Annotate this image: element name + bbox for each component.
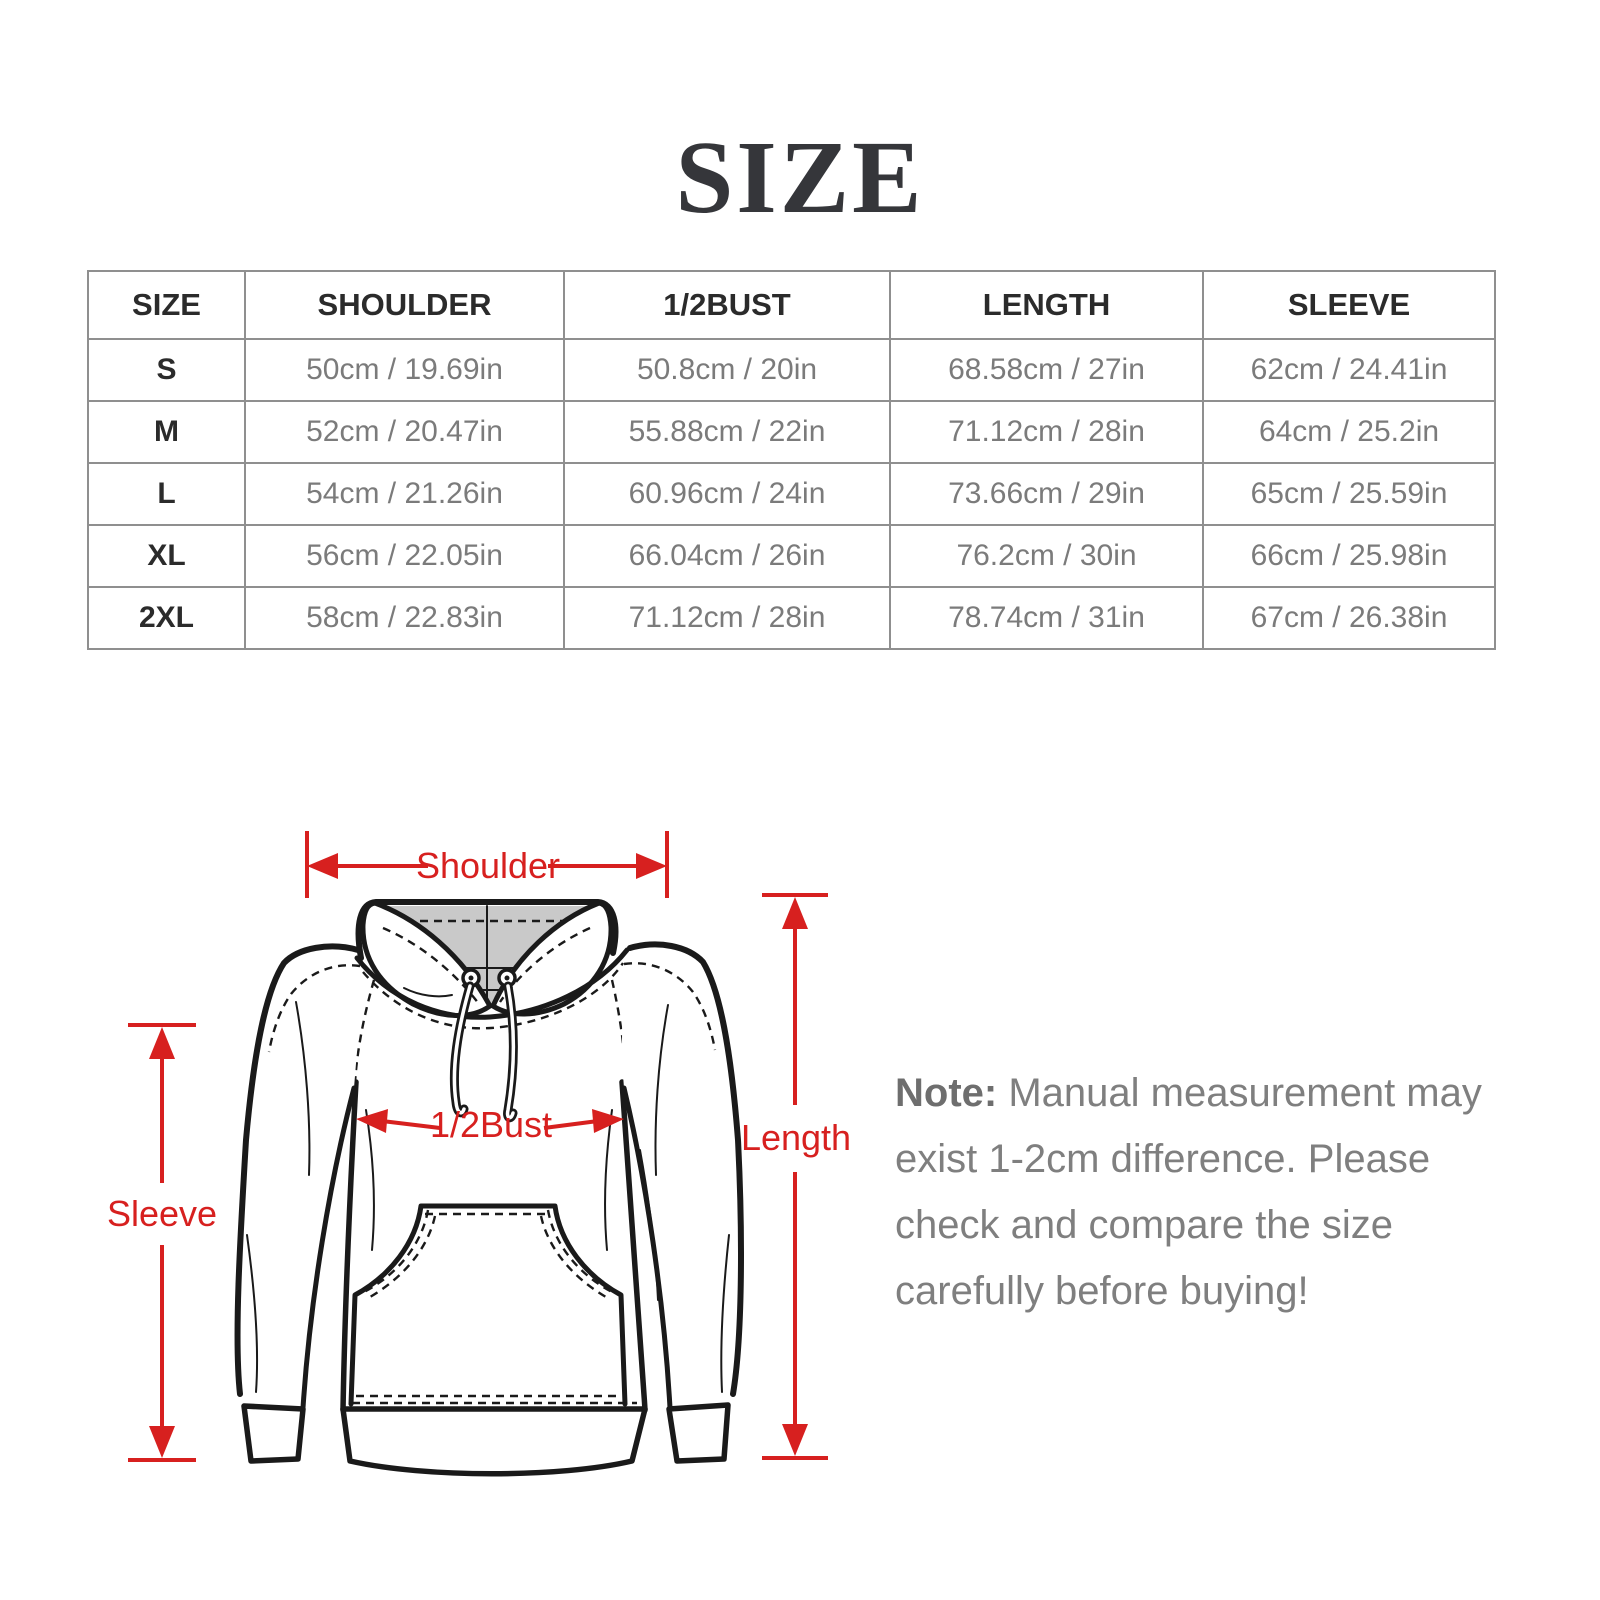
cell-sleeve: 64cm / 25.2in — [1203, 401, 1495, 463]
cell-size: M — [88, 401, 245, 463]
note-body: Manual measurement may exist 1-2cm difference. Please check and compare the size carefully before buying! — [895, 1071, 1482, 1313]
col-header-size: SIZE — [88, 271, 245, 339]
cell-shoulder: 50cm / 19.69in — [245, 339, 564, 401]
table-row-2xl — [88, 587, 1495, 649]
hoodie-illustration — [238, 902, 741, 1474]
cell-shoulder: 52cm / 20.47in — [245, 401, 564, 463]
cell-shoulder: 58cm / 22.83in — [245, 587, 564, 649]
shoulder-arrowhead-right — [636, 853, 667, 879]
cell-size: XL — [88, 525, 245, 587]
col-header-sleeve: SLEEVE — [1203, 271, 1495, 339]
right-cuff — [669, 1405, 728, 1461]
length-label: Length — [740, 1117, 852, 1158]
cell-sleeve: 65cm / 25.59in — [1203, 463, 1495, 525]
size-table — [87, 270, 1496, 650]
cell-sleeve: 67cm / 26.38in — [1203, 587, 1495, 649]
shoulder-arrowhead-left — [307, 853, 338, 879]
col-header-length: LENGTH — [890, 271, 1203, 339]
length-arrowhead-top — [782, 897, 808, 929]
size-table-header-row — [88, 271, 1495, 339]
sleeve-arrowhead-bottom — [149, 1426, 175, 1458]
right-eyelet-hole — [505, 976, 510, 981]
cell-size: 2XL — [88, 587, 245, 649]
shoulder-label: Shoulder — [415, 845, 561, 886]
table-row-l — [88, 463, 1495, 525]
note-label: Note: — [895, 1071, 998, 1115]
cell-halfbust: 50.8cm / 20in — [564, 339, 890, 401]
cell-size: S — [88, 339, 245, 401]
table-row-m — [88, 401, 1495, 463]
length-arrowhead-bottom — [782, 1424, 808, 1456]
cell-length: 68.58cm / 27in — [890, 339, 1203, 401]
col-header-shoulder: SHOULDER — [245, 271, 564, 339]
cell-length: 76.2cm / 30in — [890, 525, 1203, 587]
hem-band — [343, 1409, 645, 1474]
cell-halfbust: 55.88cm / 22in — [564, 401, 890, 463]
shoulder-arrow — [307, 831, 667, 898]
half-bust-label: 1/2Bust — [429, 1104, 553, 1145]
cell-shoulder: 54cm / 21.26in — [245, 463, 564, 525]
sleeve-label: Sleeve — [106, 1193, 218, 1234]
left-eyelet-hole — [469, 976, 474, 981]
cell-length: 71.12cm / 28in — [890, 401, 1203, 463]
cell-halfbust: 71.12cm / 28in — [564, 587, 890, 649]
cell-length: 78.74cm / 31in — [890, 587, 1203, 649]
hoodie-hem — [343, 1403, 645, 1474]
cell-length: 73.66cm / 29in — [890, 463, 1203, 525]
cell-halfbust: 60.96cm / 24in — [564, 463, 890, 525]
sleeve-arrow — [107, 1025, 217, 1460]
left-cuff — [244, 1406, 303, 1461]
cell-sleeve: 62cm / 24.41in — [1203, 339, 1495, 401]
length-arrow — [741, 895, 851, 1458]
col-header-halfbust: 1/2BUST — [564, 271, 890, 339]
sleeve-arrowhead-top — [149, 1027, 175, 1059]
table-row-s — [88, 339, 1495, 401]
cell-size: L — [88, 463, 245, 525]
note-text — [895, 1060, 1487, 1324]
cell-sleeve: 66cm / 25.98in — [1203, 525, 1495, 587]
page-title: SIZE — [675, 120, 925, 235]
sleeve-arrow-svg — [100, 1000, 240, 1480]
cell-halfbust: 66.04cm / 26in — [564, 525, 890, 587]
cell-shoulder: 56cm / 22.05in — [245, 525, 564, 587]
table-row-xl — [88, 525, 1495, 587]
